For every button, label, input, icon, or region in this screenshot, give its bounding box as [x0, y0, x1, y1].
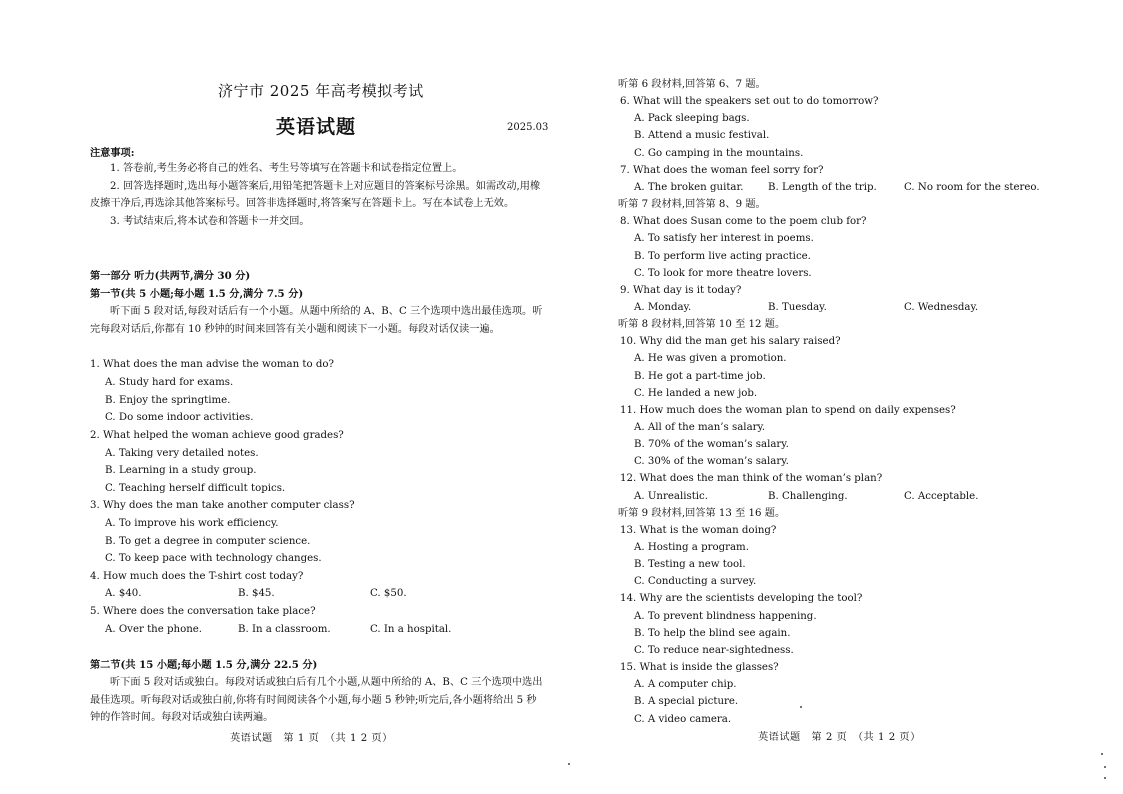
- notice-item: 3. 考试结束后,将本试卷和答题卡一并交回。: [110, 215, 310, 227]
- question-2-option-a: A. Taking very detailed notes.: [105, 448, 259, 459]
- section1-instructions: [90, 303, 545, 338]
- answer-option: A. Pack sleeping bags.: [634, 113, 750, 124]
- question-4-option-a: A. $40.: [105, 588, 142, 599]
- question: 10. Why did the man get his salary raised?: [620, 336, 841, 347]
- question-3-option-c: C. To keep pace with technology changes.: [105, 553, 322, 564]
- scan-mark: [1104, 766, 1106, 768]
- question: 9. What day is it today?: [620, 285, 742, 296]
- page-footer: 英语试题 第 1 页 （共 1 2 页）: [230, 733, 393, 744]
- question-5-option-c: C. In a hospital.: [370, 624, 452, 635]
- question-2-option-b: B. Learning in a study group.: [105, 465, 257, 476]
- answer-option: A. He was given a promotion.: [634, 353, 787, 364]
- notice-heading: 注意事项:: [90, 147, 135, 159]
- answer-option: B. To perform live acting practice.: [634, 251, 811, 262]
- part1-heading: 第一部分 听力(共两节,满分 30 分): [90, 270, 251, 282]
- material-heading: 听第 8 段材料,回答第 10 至 12 题。: [618, 319, 786, 330]
- scan-mark: [1104, 777, 1106, 779]
- instructions-text: 听下面 5 段对话,每段对话后有一个小题。从题中所给的 A、B、C 三个选项中选出最佳选项。听完每段对话后,你都有 10 秒钟的时间来回答有关小题和阅读下一小题。每段对话仅读一遍。: [90, 306, 543, 335]
- answer-option: C. No room for the stereo.: [904, 182, 1040, 193]
- answer-option: C. Go camping in the mountains.: [634, 148, 804, 159]
- answer-option: B. A special picture.: [634, 696, 739, 707]
- page-footer: 英语试题 第 2 页 （共 1 2 页）: [758, 732, 921, 743]
- question-5-option-a: A. Over the phone.: [105, 624, 203, 635]
- answer-option: A. Hosting a program.: [634, 542, 749, 553]
- exam-date: 2025.03: [507, 122, 549, 133]
- answer-option: C. Acceptable.: [904, 491, 979, 502]
- answer-option: A. A computer chip.: [634, 679, 737, 690]
- question-3-option-b: B. To get a degree in computer science.: [105, 536, 311, 547]
- question-1-option-c: C. Do some indoor activities.: [105, 412, 254, 423]
- answer-option: B. Length of the trip.: [768, 182, 877, 193]
- answer-option: A. All of the man’s salary.: [634, 422, 766, 433]
- answer-option: C. 30% of the woman’s salary.: [634, 456, 789, 467]
- answer-option: C. To reduce near-sightedness.: [634, 645, 794, 656]
- exam-title: 济宁市 2025 年高考模拟考试: [218, 82, 424, 100]
- question-2: 2. What helped the woman achieve good grades?: [90, 430, 344, 441]
- answer-option: B. He got a part-time job.: [634, 371, 766, 382]
- question-3-option-a: A. To improve his work efficiency.: [105, 518, 279, 529]
- section1-heading: 第一节(共 5 小题;每小题 1.5 分,满分 7.5 分): [90, 288, 304, 300]
- question-1: 1. What does the man advise the woman to do?: [90, 359, 334, 370]
- answer-option: C. Wednesday.: [904, 302, 979, 313]
- answer-option: C. Conducting a survey.: [634, 576, 757, 587]
- question: 14. Why are the scientists developing the tool?: [620, 593, 863, 604]
- answer-option: B. 70% of the woman’s salary.: [634, 439, 789, 450]
- notice-item: 2. 回答选择题时,选出每小题答案后,用铅笔把答题卡上对应题目的答案标号涂黑。如需改动,用橡皮擦干净后,再选涂其他答案标号。回答非选择题时,将答案写在答题卡上。写在本试卷上无效。: [90, 180, 541, 209]
- answer-option: C. A video camera.: [634, 714, 732, 725]
- answer-option: A. To prevent blindness happening.: [634, 611, 817, 622]
- question-4-option-c: C. $50.: [370, 588, 407, 599]
- question-1-option-b: B. Enjoy the springtime.: [105, 395, 231, 406]
- question: 6. What will the speakers set out to do tomorrow?: [620, 96, 879, 107]
- material-heading: 听第 6 段材料,回答第 6、7 题。: [618, 79, 766, 90]
- answer-option: C. To look for more theatre lovers.: [634, 268, 812, 279]
- answer-option: A. The broken guitar.: [634, 182, 744, 193]
- scan-mark: [568, 763, 570, 765]
- answer-option: A. Monday.: [634, 302, 692, 313]
- section2-heading: 第二节(共 15 小题;每小题 1.5 分,满分 22.5 分): [90, 659, 318, 671]
- notice-list: [90, 160, 545, 230]
- answer-option: B. Testing a new tool.: [634, 559, 746, 570]
- instructions-text: 听下面 5 段对话或独白。每段对话或独白后有几个小题,从题中所给的 A、B、C 三个选项中选出最佳选项。听每段对话或独白前,你将有时间阅读各个小题,每小题 5 秒钟;听完后,各小题将给出 5 秒钟的作答时间。每段对话或独白读两遍。: [90, 677, 543, 723]
- answer-option: C. He landed a new job.: [634, 388, 758, 399]
- question: 11. How much does the woman plan to spend on daily expenses?: [620, 405, 956, 416]
- exam-subtitle: 英语试题: [276, 116, 357, 138]
- answer-option: B. Attend a music festival.: [634, 130, 770, 141]
- scan-mark: [1101, 753, 1103, 755]
- question: 15. What is inside the glasses?: [620, 662, 779, 673]
- scan-mark: [800, 706, 802, 708]
- answer-option: B. Challenging.: [768, 491, 848, 502]
- question-4: 4. How much does the T-shirt cost today?: [90, 571, 304, 582]
- notice-item: 1. 答卷前,考生务必将自己的姓名、考生号等填写在答题卡和试卷指定位置上。: [110, 163, 463, 174]
- section2-instructions: [90, 674, 545, 727]
- material-heading: 听第 7 段材料,回答第 8、9 题。: [618, 199, 766, 210]
- question: 7. What does the woman feel sorry for?: [620, 165, 824, 176]
- answer-option: B. To help the blind see again.: [634, 628, 791, 639]
- question-3: 3. Why does the man take another computer class?: [90, 500, 355, 511]
- answer-option: A. Unrealistic.: [634, 491, 708, 502]
- question: 8. What does Susan come to the poem club for?: [620, 216, 867, 227]
- question: 12. What does the man think of the woman’s plan?: [620, 473, 883, 484]
- question: 13. What is the woman doing?: [620, 525, 777, 536]
- question-4-option-b: B. $45.: [238, 588, 275, 599]
- question-1-option-a: A. Study hard for exams.: [105, 377, 234, 388]
- material-heading: 听第 9 段材料,回答第 13 至 16 题。: [618, 508, 786, 519]
- question-2-option-c: C. Teaching herself difficult topics.: [105, 483, 286, 494]
- answer-option: A. To satisfy her interest in poems.: [634, 233, 814, 244]
- question-5-option-b: B. In a classroom.: [238, 624, 331, 635]
- answer-option: B. Tuesday.: [768, 302, 827, 313]
- question-5: 5. Where does the conversation take place?: [90, 606, 316, 617]
